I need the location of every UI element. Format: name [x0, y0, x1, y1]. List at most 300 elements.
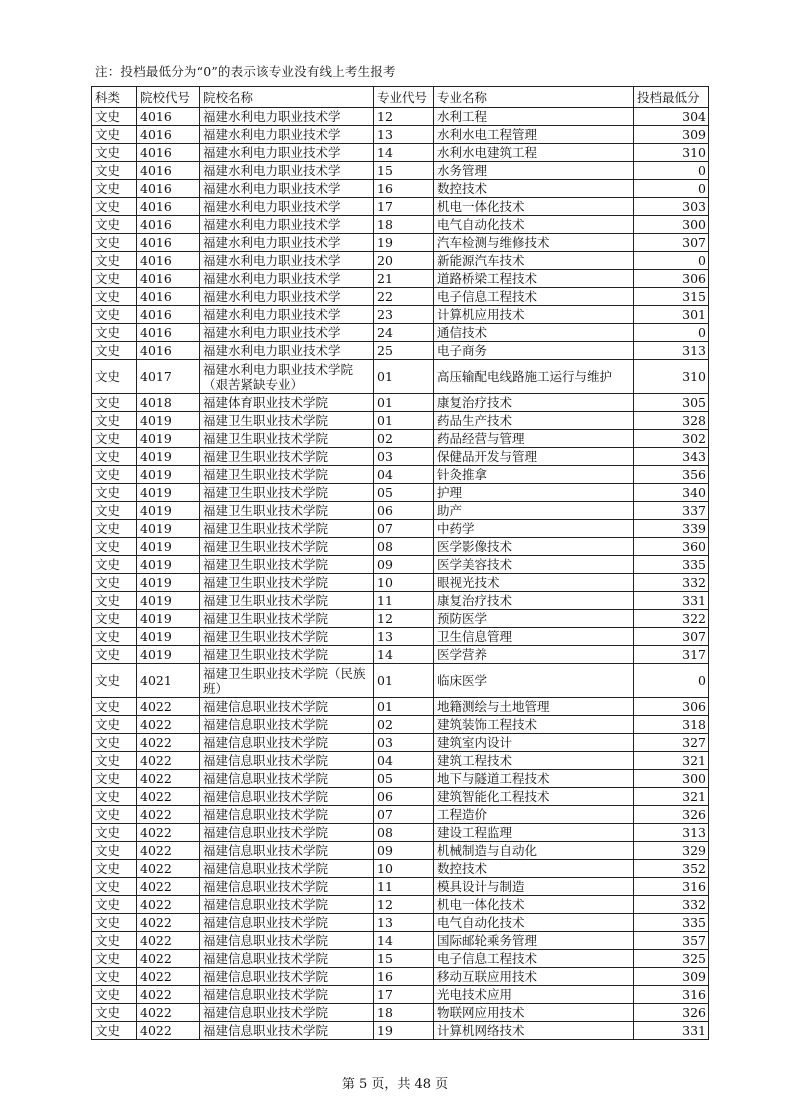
cell-major-code: 04 — [374, 466, 434, 484]
cell-school-name: 福建卫生职业技术学院 — [200, 610, 374, 628]
cell-major-name: 新能源汽车技术 — [434, 252, 634, 270]
cell-major-code: 09 — [374, 556, 434, 574]
cell-school-name: 福建卫生职业技术学院 — [200, 574, 374, 592]
cell-min-score: 300 — [634, 770, 709, 788]
cell-school-code: 4019 — [137, 628, 200, 646]
cell-school-code: 4019 — [137, 646, 200, 664]
table-row — [92, 986, 709, 1004]
cell-major-name: 电子商务 — [434, 342, 634, 360]
cell-school-name: 福建卫生职业技术学院 — [200, 484, 374, 502]
cell-school-code: 4019 — [137, 412, 200, 430]
cell-school-code: 4016 — [137, 288, 200, 306]
cell-category: 文史 — [92, 610, 137, 628]
table-row — [92, 342, 709, 360]
cell-school-name: 福建卫生职业技术学院（民族班） — [200, 664, 374, 698]
cell-min-score: 357 — [634, 932, 709, 950]
cell-category: 文史 — [92, 394, 137, 412]
cell-major-code: 06 — [374, 788, 434, 806]
cell-school-code: 4019 — [137, 520, 200, 538]
cell-category: 文史 — [92, 842, 137, 860]
header-category: 科类 — [92, 87, 137, 108]
cell-major-code: 18 — [374, 216, 434, 234]
cell-major-name: 卫生信息管理 — [434, 628, 634, 646]
cell-major-code: 23 — [374, 306, 434, 324]
cell-school-code: 4016 — [137, 234, 200, 252]
cell-category: 文史 — [92, 234, 137, 252]
cell-school-name: 福建水利电力职业技术学 — [200, 270, 374, 288]
table-row — [92, 538, 709, 556]
admission-score-table — [91, 86, 709, 1040]
cell-min-score: 317 — [634, 646, 709, 664]
cell-school-code: 4022 — [137, 914, 200, 932]
cell-category: 文史 — [92, 878, 137, 896]
cell-major-name: 电子信息工程技术 — [434, 288, 634, 306]
cell-min-score: 339 — [634, 520, 709, 538]
cell-major-name: 电气自动化技术 — [434, 914, 634, 932]
cell-major-name: 电气自动化技术 — [434, 216, 634, 234]
cell-school-code: 4016 — [137, 324, 200, 342]
cell-major-code: 12 — [374, 108, 434, 126]
cell-major-name: 计算机应用技术 — [434, 306, 634, 324]
cell-major-code: 16 — [374, 968, 434, 986]
cell-major-name: 地下与隧道工程技术 — [434, 770, 634, 788]
table-header-row — [92, 87, 709, 108]
cell-school-name: 福建水利电力职业技术学院（艰苦紧缺专业） — [200, 360, 374, 394]
table-row — [92, 824, 709, 842]
cell-category: 文史 — [92, 914, 137, 932]
cell-category: 文史 — [92, 412, 137, 430]
table-row — [92, 252, 709, 270]
cell-major-name: 数控技术 — [434, 860, 634, 878]
cell-category: 文史 — [92, 252, 137, 270]
cell-category: 文史 — [92, 664, 137, 698]
cell-school-code: 4022 — [137, 824, 200, 842]
cell-school-name: 福建卫生职业技术学院 — [200, 430, 374, 448]
table-row — [92, 234, 709, 252]
cell-major-name: 移动互联应用技术 — [434, 968, 634, 986]
cell-major-name: 高压输配电线路施工运行与维护 — [434, 360, 634, 394]
table-row — [92, 270, 709, 288]
cell-school-name: 福建信息职业技术学院 — [200, 824, 374, 842]
cell-min-score: 326 — [634, 806, 709, 824]
cell-school-name: 福建卫生职业技术学院 — [200, 448, 374, 466]
cell-school-code: 4016 — [137, 126, 200, 144]
cell-major-code: 12 — [374, 610, 434, 628]
cell-school-code: 4022 — [137, 1022, 200, 1040]
cell-school-code: 4016 — [137, 108, 200, 126]
cell-school-name: 福建卫生职业技术学院 — [200, 628, 374, 646]
cell-min-score: 0 — [634, 324, 709, 342]
cell-category: 文史 — [92, 126, 137, 144]
cell-major-name: 助产 — [434, 502, 634, 520]
cell-major-code: 02 — [374, 716, 434, 734]
cell-min-score: 335 — [634, 556, 709, 574]
cell-category: 文史 — [92, 1004, 137, 1022]
cell-major-name: 机电一体化技术 — [434, 896, 634, 914]
cell-min-score: 313 — [634, 342, 709, 360]
cell-category: 文史 — [92, 752, 137, 770]
cell-major-code: 13 — [374, 914, 434, 932]
cell-school-name: 福建信息职业技术学院 — [200, 698, 374, 716]
page-footer: 第 5 页，共 48 页 — [341, 1077, 449, 1092]
cell-major-name: 水利工程 — [434, 108, 634, 126]
cell-major-name: 康复治疗技术 — [434, 592, 634, 610]
cell-min-score: 304 — [634, 108, 709, 126]
cell-major-code: 08 — [374, 538, 434, 556]
cell-min-score: 356 — [634, 466, 709, 484]
table-row — [92, 288, 709, 306]
cell-category: 文史 — [92, 306, 137, 324]
cell-category: 文史 — [92, 628, 137, 646]
table-row — [92, 394, 709, 412]
cell-min-score: 309 — [634, 126, 709, 144]
cell-category: 文史 — [92, 574, 137, 592]
cell-major-code: 12 — [374, 896, 434, 914]
cell-min-score: 322 — [634, 610, 709, 628]
cell-school-name: 福建卫生职业技术学院 — [200, 538, 374, 556]
cell-school-name: 福建水利电力职业技术学 — [200, 162, 374, 180]
cell-school-name: 福建信息职业技术学院 — [200, 986, 374, 1004]
cell-major-code: 20 — [374, 252, 434, 270]
cell-school-name: 福建信息职业技术学院 — [200, 878, 374, 896]
cell-major-code: 01 — [374, 664, 434, 698]
cell-school-code: 4016 — [137, 270, 200, 288]
cell-school-code: 4016 — [137, 180, 200, 198]
cell-school-name: 福建信息职业技术学院 — [200, 932, 374, 950]
cell-major-name: 护理 — [434, 484, 634, 502]
cell-major-name: 建筑装饰工程技术 — [434, 716, 634, 734]
cell-min-score: 307 — [634, 234, 709, 252]
cell-school-code: 4019 — [137, 592, 200, 610]
table-row — [92, 860, 709, 878]
cell-category: 文史 — [92, 466, 137, 484]
cell-major-name: 预防医学 — [434, 610, 634, 628]
table-row — [92, 484, 709, 502]
cell-school-name: 福建信息职业技术学院 — [200, 968, 374, 986]
table-row — [92, 664, 709, 698]
cell-major-code: 14 — [374, 144, 434, 162]
cell-school-name: 福建信息职业技术学院 — [200, 842, 374, 860]
cell-min-score: 340 — [634, 484, 709, 502]
cell-min-score: 337 — [634, 502, 709, 520]
header-min-score: 投档最低分 — [634, 87, 709, 108]
cell-min-score: 306 — [634, 698, 709, 716]
cell-school-code: 4022 — [137, 842, 200, 860]
cell-min-score: 313 — [634, 824, 709, 842]
cell-major-code: 10 — [374, 574, 434, 592]
cell-major-name: 眼视光技术 — [434, 574, 634, 592]
table-row — [92, 592, 709, 610]
cell-school-name: 福建信息职业技术学院 — [200, 914, 374, 932]
cell-school-name: 福建信息职业技术学院 — [200, 806, 374, 824]
cell-school-code: 4019 — [137, 466, 200, 484]
cell-min-score: 332 — [634, 574, 709, 592]
cell-school-code: 4022 — [137, 878, 200, 896]
cell-school-code: 4022 — [137, 806, 200, 824]
cell-min-score: 331 — [634, 592, 709, 610]
cell-school-name: 福建卫生职业技术学院 — [200, 412, 374, 430]
table-row — [92, 360, 709, 394]
cell-school-code: 4022 — [137, 734, 200, 752]
cell-major-code: 13 — [374, 628, 434, 646]
cell-major-name: 国际邮轮乘务管理 — [434, 932, 634, 950]
table-row — [92, 932, 709, 950]
cell-major-name: 水务管理 — [434, 162, 634, 180]
table-row — [92, 520, 709, 538]
cell-major-name: 药品生产技术 — [434, 412, 634, 430]
cell-school-name: 福建水利电力职业技术学 — [200, 306, 374, 324]
table-row — [92, 896, 709, 914]
cell-major-name: 数控技术 — [434, 180, 634, 198]
cell-major-code: 15 — [374, 950, 434, 968]
cell-school-code: 4022 — [137, 788, 200, 806]
cell-major-name: 医学营养 — [434, 646, 634, 664]
cell-min-score: 326 — [634, 1004, 709, 1022]
table-row — [92, 806, 709, 824]
cell-major-code: 19 — [374, 1022, 434, 1040]
cell-major-code: 15 — [374, 162, 434, 180]
cell-school-name: 福建卫生职业技术学院 — [200, 556, 374, 574]
cell-school-code: 4019 — [137, 484, 200, 502]
cell-school-name: 福建信息职业技术学院 — [200, 716, 374, 734]
table-row — [92, 306, 709, 324]
cell-major-code: 17 — [374, 986, 434, 1004]
table-note: 注：投档最低分为“0”的表示该专业没有线上考生报考 — [95, 64, 396, 79]
table-row — [92, 842, 709, 860]
cell-category: 文史 — [92, 646, 137, 664]
cell-min-score: 309 — [634, 968, 709, 986]
table-row — [92, 950, 709, 968]
cell-category: 文史 — [92, 216, 137, 234]
cell-category: 文史 — [92, 198, 137, 216]
cell-school-code: 4019 — [137, 556, 200, 574]
cell-category: 文史 — [92, 788, 137, 806]
cell-school-code: 4016 — [137, 198, 200, 216]
table-row — [92, 770, 709, 788]
cell-school-code: 4022 — [137, 716, 200, 734]
cell-min-score: 332 — [634, 896, 709, 914]
cell-school-code: 4019 — [137, 574, 200, 592]
cell-category: 文史 — [92, 1022, 137, 1040]
cell-min-score: 321 — [634, 752, 709, 770]
cell-major-name: 医学影像技术 — [434, 538, 634, 556]
cell-min-score: 310 — [634, 360, 709, 394]
cell-category: 文史 — [92, 556, 137, 574]
cell-school-code: 4022 — [137, 950, 200, 968]
cell-min-score: 301 — [634, 306, 709, 324]
cell-major-code: 08 — [374, 824, 434, 842]
cell-school-name: 福建信息职业技术学院 — [200, 752, 374, 770]
cell-major-code: 05 — [374, 484, 434, 502]
cell-major-name: 道路桥梁工程技术 — [434, 270, 634, 288]
table-row — [92, 430, 709, 448]
cell-school-code: 4016 — [137, 162, 200, 180]
cell-major-name: 电子信息工程技术 — [434, 950, 634, 968]
cell-min-score: 0 — [634, 180, 709, 198]
cell-category: 文史 — [92, 162, 137, 180]
cell-school-code: 4022 — [137, 986, 200, 1004]
cell-school-name: 福建卫生职业技术学院 — [200, 466, 374, 484]
cell-school-code: 4017 — [137, 360, 200, 394]
cell-major-code: 07 — [374, 520, 434, 538]
cell-major-name: 临床医学 — [434, 664, 634, 698]
cell-min-score: 0 — [634, 252, 709, 270]
cell-major-code: 25 — [374, 342, 434, 360]
cell-major-code: 16 — [374, 180, 434, 198]
cell-category: 文史 — [92, 448, 137, 466]
cell-major-name: 针灸推拿 — [434, 466, 634, 484]
table-row — [92, 162, 709, 180]
cell-major-name: 计算机网络技术 — [434, 1022, 634, 1040]
cell-major-name: 地籍测绘与土地管理 — [434, 698, 634, 716]
cell-school-code: 4016 — [137, 144, 200, 162]
cell-major-code: 03 — [374, 734, 434, 752]
cell-min-score: 331 — [634, 1022, 709, 1040]
table-row — [92, 968, 709, 986]
table-row — [92, 574, 709, 592]
table-row — [92, 734, 709, 752]
cell-major-name: 模具设计与制造 — [434, 878, 634, 896]
cell-category: 文史 — [92, 108, 137, 126]
cell-school-code: 4019 — [137, 502, 200, 520]
cell-category: 文史 — [92, 520, 137, 538]
cell-school-code: 4022 — [137, 752, 200, 770]
cell-school-code: 4022 — [137, 968, 200, 986]
cell-min-score: 0 — [634, 162, 709, 180]
table-row — [92, 466, 709, 484]
cell-major-name: 保健品开发与管理 — [434, 448, 634, 466]
cell-major-code: 03 — [374, 448, 434, 466]
cell-major-code: 01 — [374, 412, 434, 430]
table-row — [92, 324, 709, 342]
cell-min-score: 307 — [634, 628, 709, 646]
table-row — [92, 752, 709, 770]
table-row — [92, 502, 709, 520]
cell-school-code: 4022 — [137, 860, 200, 878]
cell-major-code: 01 — [374, 360, 434, 394]
cell-school-name: 福建水利电力职业技术学 — [200, 216, 374, 234]
table-row — [92, 216, 709, 234]
cell-school-code: 4021 — [137, 664, 200, 698]
cell-min-score: 343 — [634, 448, 709, 466]
cell-school-code: 4019 — [137, 538, 200, 556]
cell-major-name: 建设工程监理 — [434, 824, 634, 842]
cell-school-name: 福建信息职业技术学院 — [200, 860, 374, 878]
cell-category: 文史 — [92, 698, 137, 716]
cell-category: 文史 — [92, 806, 137, 824]
cell-school-name: 福建水利电力职业技术学 — [200, 126, 374, 144]
cell-school-name: 福建信息职业技术学院 — [200, 734, 374, 752]
cell-category: 文史 — [92, 932, 137, 950]
cell-major-code: 14 — [374, 932, 434, 950]
table-row — [92, 698, 709, 716]
table-row — [92, 716, 709, 734]
table-row — [92, 126, 709, 144]
cell-category: 文史 — [92, 180, 137, 198]
cell-school-code: 4022 — [137, 932, 200, 950]
cell-major-name: 水利水电工程管理 — [434, 126, 634, 144]
table-row — [92, 788, 709, 806]
cell-category: 文史 — [92, 770, 137, 788]
cell-school-name: 福建水利电力职业技术学 — [200, 144, 374, 162]
cell-school-name: 福建水利电力职业技术学 — [200, 342, 374, 360]
cell-school-code: 4022 — [137, 770, 200, 788]
cell-category: 文史 — [92, 896, 137, 914]
cell-category: 文史 — [92, 360, 137, 394]
cell-min-score: 303 — [634, 198, 709, 216]
cell-major-name: 机械制造与自动化 — [434, 842, 634, 860]
cell-major-name: 汽车检测与维修技术 — [434, 234, 634, 252]
cell-major-name: 水利水电建筑工程 — [434, 144, 634, 162]
header-major-name: 专业名称 — [434, 87, 634, 108]
table-body — [92, 108, 709, 1040]
cell-min-score: 0 — [634, 664, 709, 698]
cell-school-name: 福建水利电力职业技术学 — [200, 180, 374, 198]
cell-major-code: 17 — [374, 198, 434, 216]
table-row — [92, 144, 709, 162]
cell-school-name: 福建体育职业技术学院 — [200, 394, 374, 412]
cell-major-code: 06 — [374, 502, 434, 520]
cell-major-code: 22 — [374, 288, 434, 306]
cell-major-name: 中药学 — [434, 520, 634, 538]
cell-min-score: 329 — [634, 842, 709, 860]
cell-category: 文史 — [92, 986, 137, 1004]
cell-school-name: 福建卫生职业技术学院 — [200, 592, 374, 610]
cell-min-score: 328 — [634, 412, 709, 430]
table-row — [92, 412, 709, 430]
cell-min-score: 327 — [634, 734, 709, 752]
cell-major-code: 11 — [374, 592, 434, 610]
cell-major-code: 01 — [374, 698, 434, 716]
cell-category: 文史 — [92, 484, 137, 502]
cell-category: 文史 — [92, 968, 137, 986]
cell-category: 文史 — [92, 288, 137, 306]
cell-school-name: 福建水利电力职业技术学 — [200, 288, 374, 306]
cell-category: 文史 — [92, 144, 137, 162]
cell-min-score: 306 — [634, 270, 709, 288]
cell-school-name: 福建水利电力职业技术学 — [200, 234, 374, 252]
cell-major-name: 药品经营与管理 — [434, 430, 634, 448]
cell-category: 文史 — [92, 538, 137, 556]
cell-min-score: 352 — [634, 860, 709, 878]
cell-school-code: 4022 — [137, 698, 200, 716]
table-row — [92, 1022, 709, 1040]
table-row — [92, 646, 709, 664]
cell-school-code: 4019 — [137, 448, 200, 466]
header-school-name: 院校名称 — [200, 87, 374, 108]
cell-school-code: 4019 — [137, 430, 200, 448]
cell-major-name: 建筑工程技术 — [434, 752, 634, 770]
cell-category: 文史 — [92, 824, 137, 842]
header-school-code: 院校代号 — [137, 87, 200, 108]
cell-school-name: 福建信息职业技术学院 — [200, 896, 374, 914]
cell-school-code: 4019 — [137, 610, 200, 628]
cell-category: 文史 — [92, 430, 137, 448]
cell-major-name: 通信技术 — [434, 324, 634, 342]
cell-major-code: 13 — [374, 126, 434, 144]
cell-category: 文史 — [92, 734, 137, 752]
cell-major-code: 10 — [374, 860, 434, 878]
cell-school-name: 福建卫生职业技术学院 — [200, 520, 374, 538]
header-major-code: 专业代号 — [374, 87, 434, 108]
cell-min-score: 300 — [634, 216, 709, 234]
cell-major-code: 05 — [374, 770, 434, 788]
cell-min-score: 360 — [634, 538, 709, 556]
cell-major-code: 04 — [374, 752, 434, 770]
table-row — [92, 448, 709, 466]
table-row — [92, 1004, 709, 1022]
cell-major-name: 机电一体化技术 — [434, 198, 634, 216]
